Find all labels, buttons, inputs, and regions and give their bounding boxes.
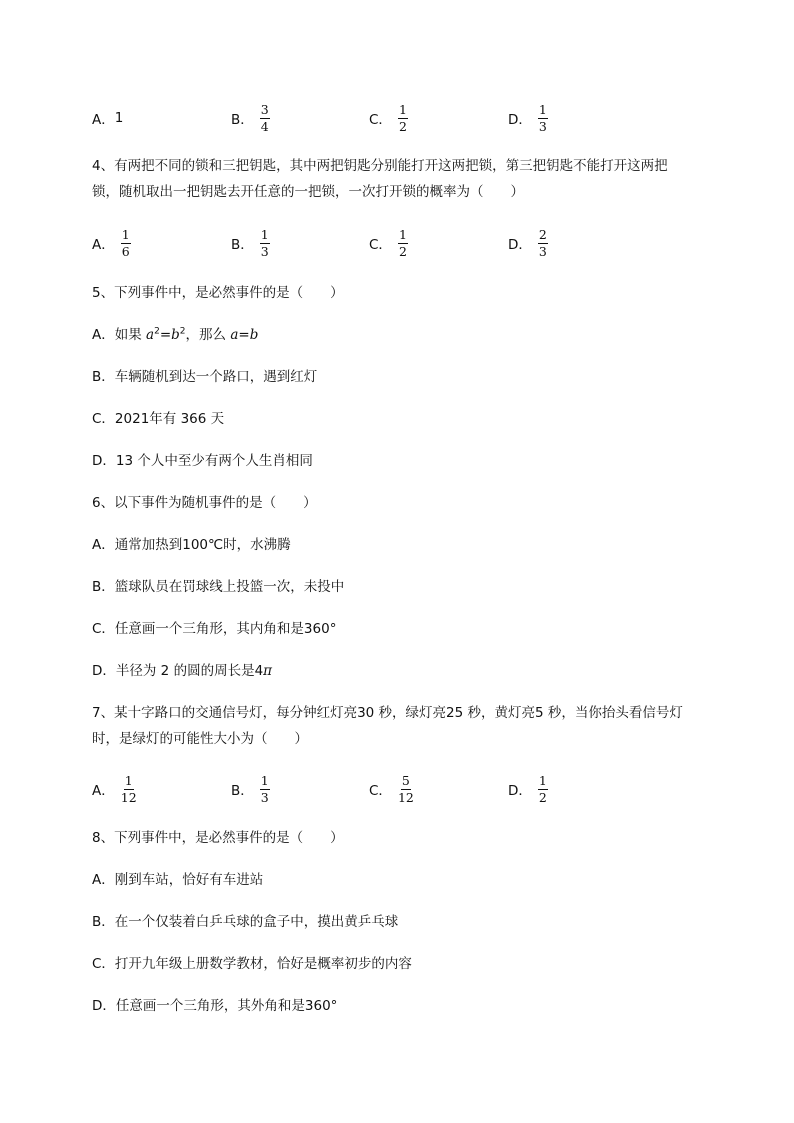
option-letter: D． xyxy=(508,783,532,799)
fraction-denominator: 2 xyxy=(538,789,547,805)
fraction xyxy=(538,228,548,259)
q7-stem-line2: 时，是绿灯的可能性大小为（ ） xyxy=(92,731,308,747)
q6-option-a: A．通常加热到100℃时，水沸腾 xyxy=(92,537,291,553)
q3-option-c xyxy=(369,98,408,138)
fraction-denominator: 3 xyxy=(260,243,269,259)
q7-options xyxy=(92,769,692,809)
fraction-denominator: 12 xyxy=(397,789,414,805)
fraction xyxy=(538,103,548,134)
option-letter: B． xyxy=(231,237,254,253)
fraction-denominator: 3 xyxy=(260,789,269,805)
q4-stem-line1: 4、有两把不同的锁和三把钥匙，其中两把钥匙分别能打开这两把锁，第三把钥匙不能打开这两把 xyxy=(92,158,668,174)
q8-option-c: C．打开九年级上册数学教材，恰好是概率初步的内容 xyxy=(92,956,412,972)
option-letter: B． xyxy=(231,112,254,128)
option-letter: C． xyxy=(369,783,392,799)
option-letter: B． xyxy=(231,783,254,799)
fraction xyxy=(260,103,270,134)
fraction-numerator: 1 xyxy=(260,772,269,788)
math-operator: = xyxy=(238,327,250,343)
q8-option-b: B．在一个仅装着白乒乓球的盒子中，摸出黄乒乓球 xyxy=(92,914,399,930)
q3-option-a xyxy=(92,98,123,138)
q5-option-a xyxy=(92,326,258,344)
fraction-numerator: 1 xyxy=(398,226,407,242)
q6-option-d xyxy=(92,662,272,680)
option-letter: A． xyxy=(92,783,115,799)
option-letter: A． xyxy=(92,237,115,253)
fraction-denominator: 2 xyxy=(398,243,407,259)
q4-option-a xyxy=(92,223,131,263)
option-letter: D． xyxy=(508,112,532,128)
fraction-denominator: 4 xyxy=(260,118,269,134)
q7-option-c xyxy=(369,769,414,809)
option-letter: A． xyxy=(92,112,115,128)
q6-stem: 6、以下事件为随机事件的是（ ） xyxy=(92,495,317,511)
q4-options xyxy=(92,223,692,263)
q5-stem: 5、下列事件中，是必然事件的是（ ） xyxy=(92,285,344,301)
math-variable: a xyxy=(146,327,155,343)
math-exponent: 2 xyxy=(179,326,186,337)
fraction-numerator: 1 xyxy=(538,772,547,788)
fraction-numerator: 2 xyxy=(538,226,547,242)
option-text: ，那么 xyxy=(185,327,231,343)
fraction-denominator: 12 xyxy=(120,789,137,805)
math-variable: a xyxy=(230,327,239,343)
fraction xyxy=(398,228,408,259)
math-exponent: 2 xyxy=(154,326,160,337)
fraction xyxy=(538,774,548,805)
math-operator: = xyxy=(159,327,172,343)
q5-option-d: D．13 个人中至少有两个人生肖相同 xyxy=(92,453,313,469)
fraction xyxy=(260,774,270,805)
q4-option-d xyxy=(508,223,548,263)
q7-stem-line1: 7、某十字路口的交通信号灯，每分钟红灯亮30 秒，绿灯亮25 秒，黄灯亮5 秒，当你抬头看信号灯 xyxy=(92,705,683,721)
q4-option-c xyxy=(369,223,408,263)
option-text: D．半径为 2 的圆的周长是4 xyxy=(92,663,264,679)
fraction-numerator: 1 xyxy=(121,226,130,242)
q8-option-d: D．任意画一个三角形，其外角和是360° xyxy=(92,998,338,1014)
fraction-denominator: 2 xyxy=(398,118,407,134)
q7-option-a xyxy=(92,769,137,809)
q3-option-b xyxy=(231,98,270,138)
fraction-numerator: 5 xyxy=(401,772,410,788)
option-letter: C． xyxy=(369,237,392,253)
fraction xyxy=(398,774,414,805)
fraction xyxy=(398,103,408,134)
math-variable: b xyxy=(171,327,180,343)
option-letter: D． xyxy=(508,237,532,253)
q8-stem: 8、下列事件中，是必然事件的是（ ） xyxy=(92,830,344,846)
q4-stem-line2: 锁，随机取出一把钥匙去开任意的一把锁，一次打开锁的概率为（ ） xyxy=(92,184,524,200)
q7-option-b xyxy=(231,769,270,809)
option-value: 1 xyxy=(114,110,124,126)
q5-option-c: C．2021年有 366 天 xyxy=(92,411,225,427)
fraction-numerator: 1 xyxy=(260,226,269,242)
fraction-numerator: 3 xyxy=(260,101,269,117)
fraction xyxy=(121,774,137,805)
fraction-denominator: 3 xyxy=(538,118,547,134)
fraction-numerator: 1 xyxy=(398,101,407,117)
math-symbol: π xyxy=(263,663,273,679)
q4-option-b xyxy=(231,223,270,263)
fraction-denominator: 3 xyxy=(538,243,547,259)
q3-option-d xyxy=(508,98,548,138)
fraction-numerator: 1 xyxy=(124,772,133,788)
option-letter: C． xyxy=(369,112,392,128)
math-variable: b xyxy=(249,327,259,343)
fraction-denominator: 6 xyxy=(121,243,130,259)
fraction xyxy=(260,228,270,259)
option-text: A．如果 xyxy=(92,327,147,343)
q6-option-b: B．篮球队员在罚球线上投篮一次，未投中 xyxy=(92,579,345,595)
q8-option-a: A．刚到车站，恰好有车进站 xyxy=(92,872,264,888)
q6-option-c: C．任意画一个三角形，其内角和是360° xyxy=(92,621,337,637)
fraction-numerator: 1 xyxy=(538,101,547,117)
q3-options xyxy=(92,98,692,138)
q5-option-b: B．车辆随机到达一个路口，遇到红灯 xyxy=(92,369,318,385)
q7-option-d xyxy=(508,769,548,809)
fraction xyxy=(121,228,131,259)
